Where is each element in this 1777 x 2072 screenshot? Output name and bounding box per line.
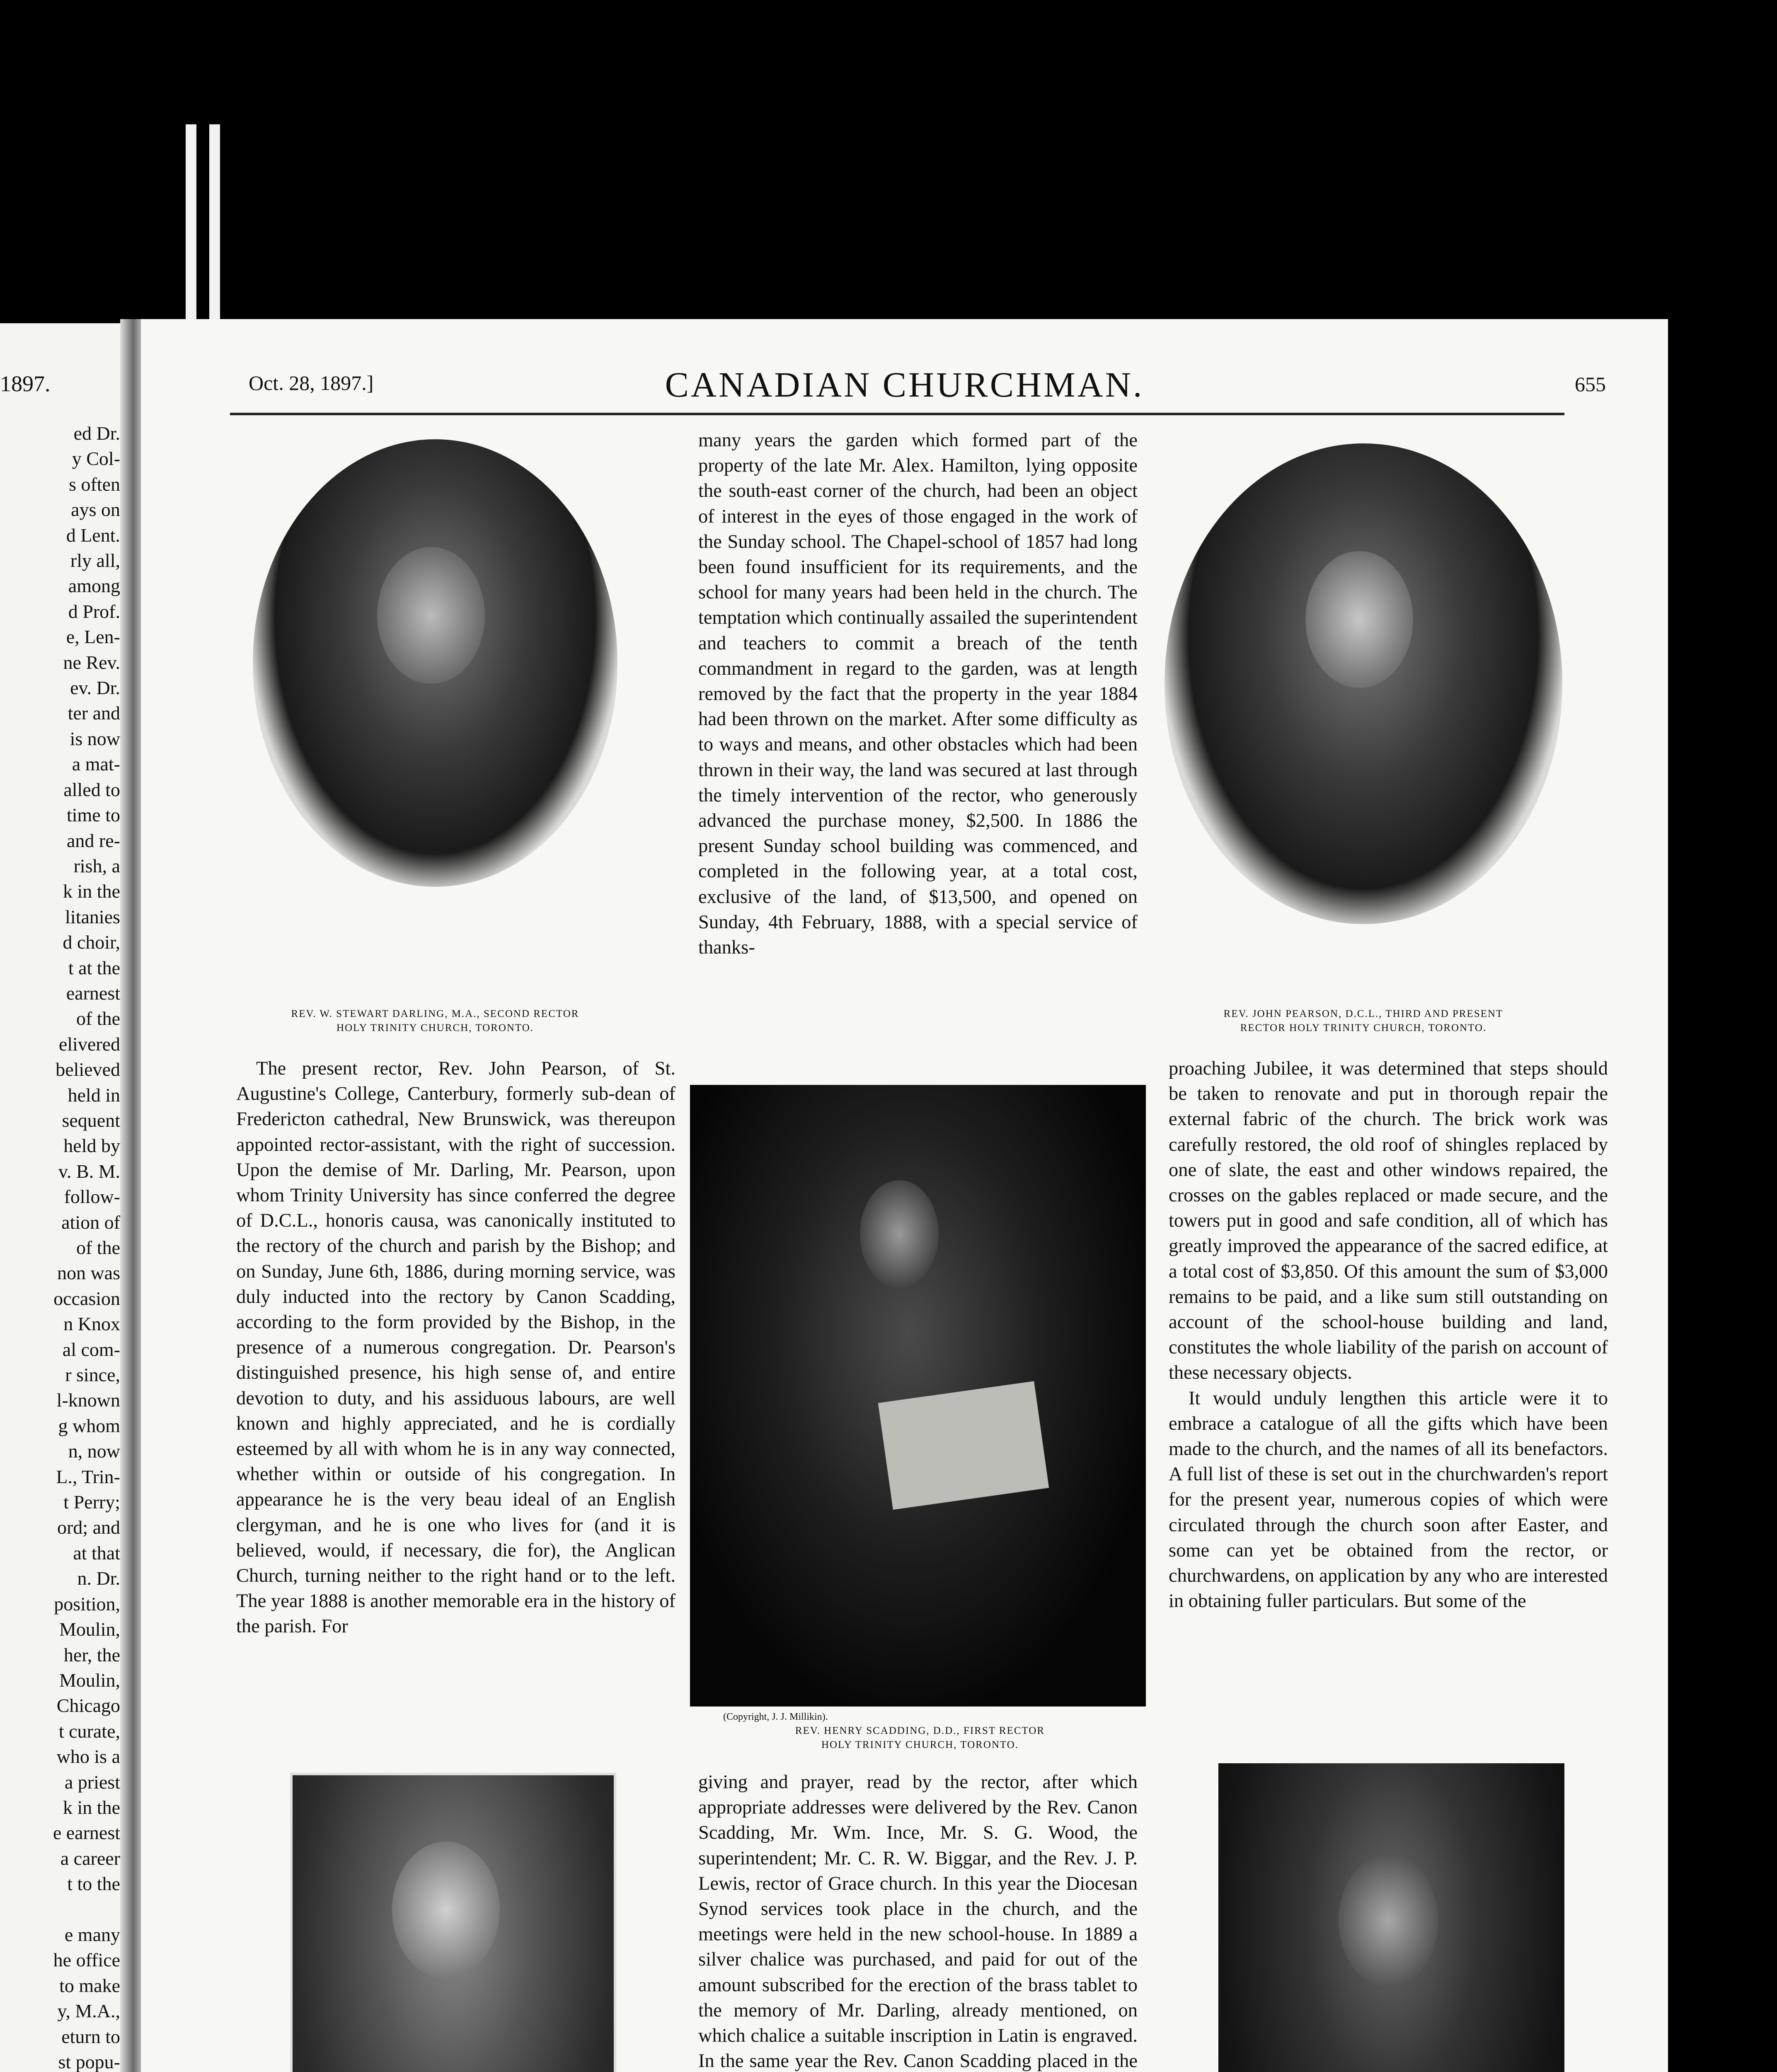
- left-page-line: held in: [68, 1084, 120, 1106]
- left-page-line: of the: [76, 1008, 120, 1029]
- left-page-line: L., Trin-: [56, 1466, 120, 1487]
- left-page-line: time to: [66, 804, 120, 826]
- portrait-face: [860, 1180, 939, 1288]
- issue-date: Oct. 28, 1897.]: [249, 371, 374, 395]
- left-facing-page: [0, 323, 124, 2072]
- masthead-title: CANADIAN CHURCHMAN.: [665, 365, 1144, 404]
- left-page-line: ed Dr.: [73, 423, 120, 444]
- left-page-line: and re-: [67, 830, 120, 851]
- left-page-year: 1897.: [0, 371, 51, 396]
- left-page-line: ays on: [71, 499, 120, 520]
- left-page-line: of the: [76, 1237, 120, 1258]
- left-page-line: non was: [57, 1262, 120, 1284]
- left-page-line: n. Dr.: [77, 1568, 120, 1589]
- left-page-line: e earnest: [53, 1822, 120, 1844]
- left-page-line: ne Rev.: [63, 651, 120, 673]
- left-page-line: at that: [73, 1542, 120, 1564]
- left-page-line: Moulin,: [59, 1669, 120, 1691]
- portrait-face: [1305, 551, 1413, 688]
- left-page-line: ev. Dr.: [70, 677, 120, 699]
- left-page-line: st popu-: [58, 2051, 120, 2072]
- portrait-pearson: [1164, 443, 1562, 924]
- left-page-line: k in the: [63, 881, 120, 902]
- left-page-line: [0, 1897, 120, 1922]
- film-mark: [209, 124, 220, 332]
- left-page-line: a career: [60, 1847, 120, 1869]
- left-page-line: her, the: [63, 1644, 120, 1665]
- article-column-left: The present rector, Rev. John Pearson, of St. Augustine's College, Canterbury, formerly sub-dean of Fredericton cathedral, New Brunswick, was thereupon appointed rector-assistant, with the right of succession. Upon the demise of Mr. Darling, Mr. Pearson, upon whom Trinity University has since conferred the degree of D.C.L., honoris causa, was canonically instituted to the rectory of the church and parish by the Bishop; and on Sunday, June 6th, 1886, during morning service, was duly inducted into the rectory by Canon Scadding, according to the form provided by the Bishop, in the presence of a numerous congregation. Dr. Pearson's distinguished presence, his high sense of, and entire devotion to duty, and his assiduous labours, are well known and highly appreciated, and he is cordially esteemed by all with whom he is in any way connected, whether within or outside of his congregation. In appearance he is the very beau ideal of an English clergyman, and he is one who lives for (and it is believed, would, if necessary, die for), the Anglican Church, turning neither to the right hand or to the left. The year 1888 is another memorable era in the history of the parish. For: [236, 1058, 675, 1637]
- left-page-line: occasion: [53, 1288, 120, 1309]
- caption-darling: REV. W. STEWART DARLING, M.A., SECOND RECTOR HOLY TRINITY CHURCH, TORONTO.: [291, 1008, 579, 1034]
- left-page-line: litanies: [65, 906, 120, 927]
- left-page-line: t curate,: [58, 1720, 120, 1742]
- left-page-line: n, now: [68, 1440, 120, 1462]
- left-page-line: r since,: [65, 1364, 120, 1386]
- left-page-line: y, M.A.,: [57, 2000, 120, 2022]
- left-page-line: k in the: [63, 1796, 120, 1818]
- left-page-line: d Prof.: [68, 600, 120, 622]
- left-page-line: alled to: [63, 779, 120, 800]
- left-page-line: follow-: [64, 1186, 120, 1208]
- film-mark: [186, 124, 196, 332]
- left-page-line: g whom: [58, 1415, 120, 1436]
- left-page-line: t at the: [68, 957, 120, 978]
- left-page-line: e, Len-: [66, 626, 120, 648]
- left-page-line: eturn to: [61, 2026, 120, 2047]
- article-column-right: proaching Jubilee, it was determined that steps should be taken to renovate and put in thorough repair the external fabric of the church. The brick work was carefully restored, the old roof of shingles replaced by one of slate, the east and other windows repaired, the crosses on the gables replaced or made secure, and the towers put in good and safe condition, all of which has greatly improved the appearance of the sacred edifice, at a total cost of $3,850. Of this amount the sum of $3,000 remains to be paid, and a like sum still outstanding on account of the school-house building and land, constitutes the whole liability of the parish on account of these necessary objects. It would unduly lengthen this article were it to embrace a catalogue of all the gifts which have been made to the church, and the names of all its benefactors. A full list of these is set out in the churchwarden's report for the present year, numerous copies of which were circulated through the church soon after Easter, and some can yet be obtained from the rector, or churchwardens, on application by any who are interested in obtaining fuller particulars. But some of the: [1169, 1058, 1608, 1612]
- left-page-line: believed: [56, 1059, 120, 1080]
- copyright-credit: (Copyright, J. J. Millikin).: [723, 1711, 828, 1722]
- left-page-line: a priest: [64, 1771, 120, 1793]
- left-page-line: rly all,: [70, 550, 120, 571]
- left-page-line: t to the: [67, 1873, 120, 1895]
- left-page-line: s often: [69, 473, 120, 495]
- portrait-andrews: [1218, 1763, 1564, 2072]
- left-page-line: n Knox: [63, 1313, 120, 1335]
- left-page-line: ord; and: [57, 1517, 120, 1538]
- left-page-line: Chicago: [56, 1695, 120, 1716]
- left-page-line: who is a: [56, 1746, 120, 1767]
- portrait-darling: [253, 439, 617, 887]
- left-page-line: ter and: [68, 702, 120, 724]
- left-page-line: to make: [59, 1975, 120, 1996]
- left-page-line: v. B. M.: [58, 1160, 120, 1182]
- left-page-line: he office: [53, 1949, 120, 1971]
- caption-scadding: REV. HENRY SCADDING, D.D., FIRST RECTOR HOLY TRINITY CHURCH, TORONTO.: [795, 1725, 1045, 1750]
- portrait-face: [392, 1842, 500, 1978]
- caption-pearson: REV. JOHN PEARSON, D.C.L., THIRD AND PRESENT RECTOR HOLY TRINITY CHURCH, TORONTO.: [1223, 1008, 1503, 1034]
- left-page-line: d Lent.: [66, 524, 120, 546]
- portrait-face: [1339, 1854, 1438, 1987]
- left-page-line: t Perry;: [63, 1491, 120, 1513]
- left-page-line: e many: [64, 1924, 120, 1945]
- left-page-line: earnest: [66, 982, 120, 1004]
- newspaper-page: [141, 319, 1668, 2072]
- left-page-line: Moulin,: [59, 1619, 120, 1640]
- article-column-middle-bottom: giving and prayer, read by the rector, after which appropriate addresses were delivered by the Rev. Canon Scadding, Mr. Wm. Ince, Mr. S. G. Wood, the superintendent; Mr. C. R. W. Biggar, and the Rev. J. P. Lewis, rector of Grace church. In this year the Diocesan Synod services took place in the church, and the meetings were held in the new school-house. In 1889 a silver chalice was purchased, and paid for out of the amount subscribed for the erection of the brass tablet to the memory of Mr. Darling, already mentioned, on which chalice a suitable inscription in Latin is engraved. In the same year the Rev. Canon Scadding placed in the: [698, 1772, 1138, 2072]
- left-page-line: is now: [70, 728, 120, 749]
- portrait-stennett: [290, 1773, 616, 2072]
- left-page-line: d choir,: [63, 932, 120, 953]
- article-column-middle-top: many years the garden which formed part of the property of the late Mr. Alex. Hamilton, lying opposite the south-east corner of the church, had been an object of interest in the eyes of those engaged in the work of the Sunday school. The Chapel-school of 1857 had long been found insufficient for its requirements, and the school for many years had been held in the church. The temptation which continually assailed the superintendent and teachers to commit a breach of the tenth commandment in regard to the garden, was at length removed by the fact that the property in the year 1884 had been thrown on the market. After some difficulty as to ways and means, and other obstacles which had been thrown in their way, the land was secured at last through the timely intervention of the rector, who generously advanced the purchase money, $2,500. In 1886 the present Sunday school building was commenced, and completed in the following year, at a total cost, exclusive of the land, of $13,500, and opened on Sunday, 4th February, 1888, with a special service of thanks-: [698, 430, 1138, 959]
- left-page-line: al com-: [62, 1339, 120, 1360]
- left-page-line: elivered: [58, 1033, 120, 1055]
- left-page-line: held by: [63, 1135, 120, 1157]
- page-number: 655: [1575, 373, 1606, 396]
- portrait-scadding: [690, 1085, 1146, 1706]
- left-page-line: l-known: [56, 1389, 120, 1411]
- left-page-line: y Col-: [72, 448, 120, 470]
- header-rule: [230, 413, 1564, 415]
- portrait-face: [377, 547, 485, 684]
- left-page-line: ation of: [61, 1211, 120, 1233]
- left-page-line: rish, a: [73, 855, 120, 876]
- left-page-line: a mat-: [72, 753, 120, 775]
- left-page-line: position,: [54, 1593, 120, 1615]
- left-page-text: [0, 421, 120, 2072]
- left-page-line: sequent: [62, 1109, 120, 1131]
- left-page-line: among: [68, 575, 120, 597]
- document-in-hand: [878, 1381, 1049, 1510]
